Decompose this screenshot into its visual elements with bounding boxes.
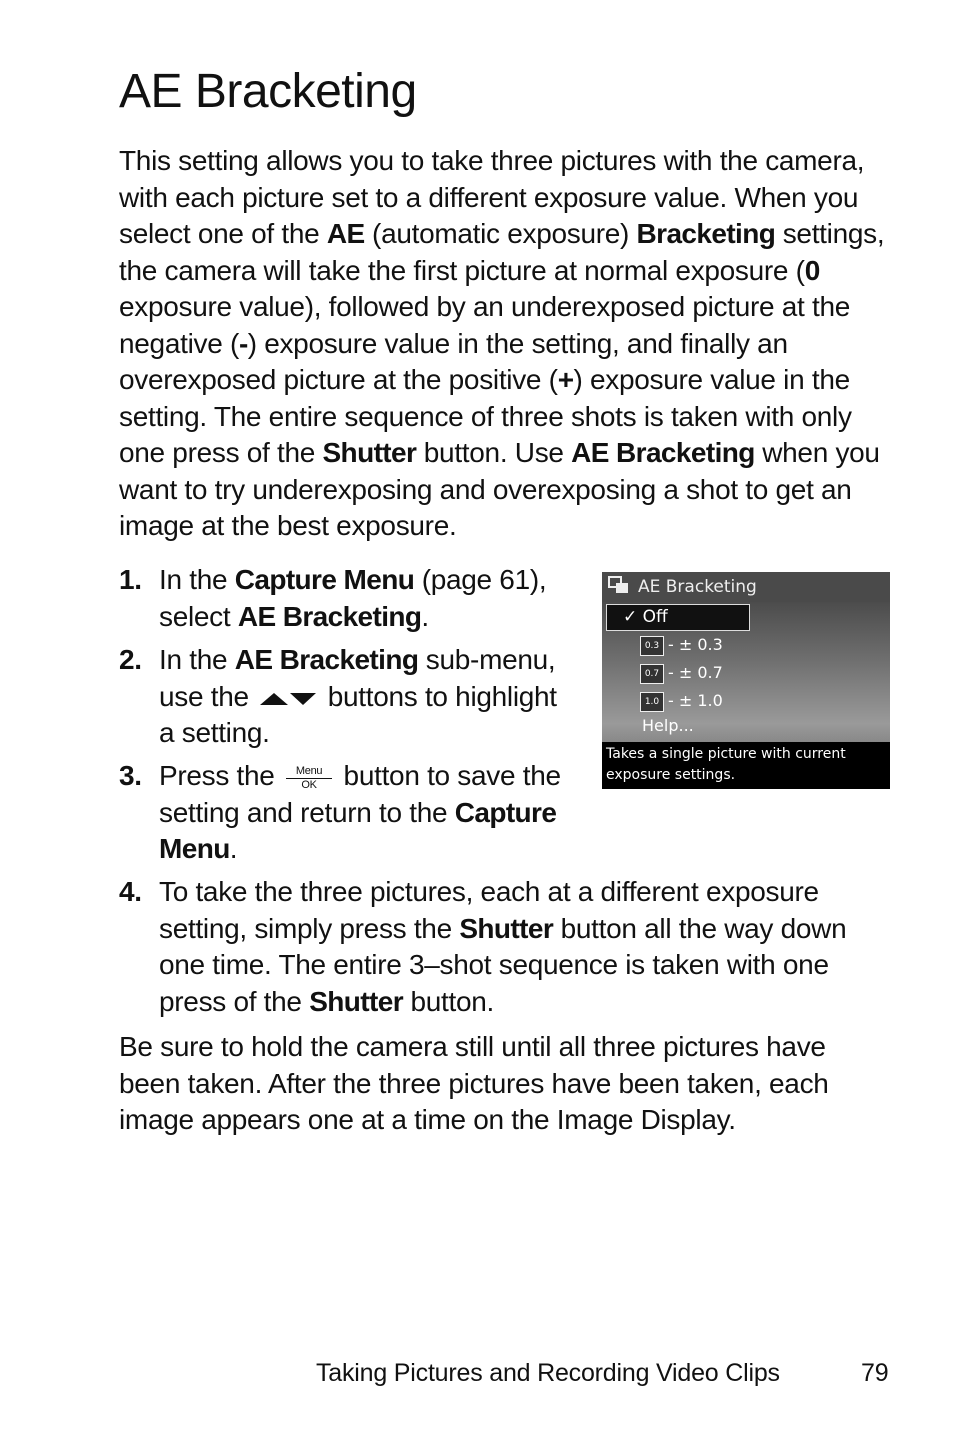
intro-text-1: This setting allows you to take three pictures with the camera, with each picture set to a different exposure value. When you select one of the [119, 145, 865, 249]
intro-text-5: ) exposure value in the setting, and finally an overexposed picture at the positive ( [119, 327, 788, 395]
step-text [159, 642, 579, 752]
menu-ok-bottom-label: OK [301, 778, 317, 791]
intro-text-3: settings, the camera will take the first picture at normal exposure ( [119, 218, 885, 286]
step-4-text-a: To take the three pictures, each at a different exposure setting, simply press the [159, 876, 819, 944]
step-4-text-c: button. [403, 985, 495, 1017]
step-2-text-c: buttons to highlight a setting. [159, 680, 557, 748]
step-1-bold-ae-bracketing: AE Bracketing [237, 600, 422, 632]
intro-text-4: exposure value), followed by an underexposed picture at the negative ( [119, 291, 850, 359]
intro-bold-plus: + [557, 364, 574, 395]
up-down-arrows-icon [256, 689, 320, 707]
screen-menu-item [640, 662, 723, 684]
exposure-step-icon: 1.0 [640, 692, 664, 712]
step-number: 2. [119, 644, 142, 675]
exposure-step-icon: 0.3 [640, 636, 664, 656]
screen-item-label: - ± 1.0 [668, 691, 723, 710]
intro-bold-ae-bracketing: AE Bracketing [571, 437, 755, 468]
step-3-text-b: button to save the setting and return to the [159, 760, 561, 828]
step-4-text-b: button all the way down one time. The entire 3–shot sequence is taken with one press of the [159, 912, 847, 1017]
camera-screen-image [602, 572, 890, 789]
menu-ok-button-icon [286, 765, 332, 791]
screen-description: Takes a single picture with current exposure settings. [606, 746, 846, 783]
step-2-text-a: In the [159, 644, 235, 675]
screen-menu-item [640, 634, 723, 656]
intro-paragraph [119, 143, 894, 545]
page-title: AE Bracketing [119, 65, 417, 118]
closing-paragraph: Be sure to hold the camera still until all three pictures have been taken. After the three pictures have been taken, each image appears one at a time on the Image Display. [119, 1031, 829, 1135]
step-text [159, 562, 579, 635]
step-text [159, 874, 894, 1020]
page-number: 79 [861, 1359, 889, 1387]
step-2-text-b: sub-menu, use the [159, 644, 556, 712]
screen-selected-label: ✓ Off [623, 607, 668, 627]
screen-selected-item [606, 604, 750, 631]
menu-ok-top-label: Menu [286, 765, 332, 779]
intro-text-7: button. Use [416, 437, 572, 468]
step-3-text-c: . [229, 833, 238, 864]
intro-text-6: ) exposure value in the setting. The entire sequence of three shots is taken with only one press of the [119, 364, 852, 468]
screen-description-bar [602, 742, 890, 789]
intro-text-8: when you want to try underexposing and overexposing a shot to get an image at the best exposure. [119, 437, 880, 541]
step-number: 1. [119, 564, 142, 595]
step-4-bold-shutter: Shutter [459, 912, 554, 944]
step-number: 4. [119, 876, 142, 907]
footer-section-title: Taking Pictures and Recording Video Clips [316, 1359, 780, 1387]
intro-bold-bracketing: Bracketing [636, 218, 776, 249]
step-3-bold-capture-menu: Capture Menu [159, 796, 557, 864]
step-1-text-b: (page 61), select [159, 564, 547, 632]
step-1-bold-capture-menu: Capture Menu [234, 564, 415, 595]
screen-item-label: - ± 0.3 [668, 635, 723, 654]
screen-help-item: Help... [642, 716, 694, 735]
screen-item-label: - ± 0.7 [668, 663, 723, 682]
screen-title: AE Bracketing [638, 577, 757, 597]
step-text [159, 758, 579, 868]
screen-title-bar [602, 572, 890, 602]
intro-bold-zero: 0 [804, 254, 820, 286]
exposure-step-icon: 0.7 [640, 664, 664, 684]
step-3-text-a: Press the [159, 760, 283, 791]
step-1-text-c: . [421, 600, 429, 632]
intro-bold-shutter: Shutter [322, 437, 417, 468]
intro-bold-ae: AE [326, 218, 365, 249]
intro-bold-minus: - [238, 327, 248, 359]
intro-text-2: (automatic exposure) [364, 218, 637, 249]
step-number: 3. [119, 760, 142, 791]
step-4-bold-shutter-2: Shutter [309, 985, 403, 1017]
step-1-text-a: In the [159, 564, 235, 595]
screen-menu-item [640, 690, 723, 712]
bracketing-icon [608, 576, 634, 598]
step-2-bold-ae-bracketing: AE Bracketing [234, 644, 419, 675]
